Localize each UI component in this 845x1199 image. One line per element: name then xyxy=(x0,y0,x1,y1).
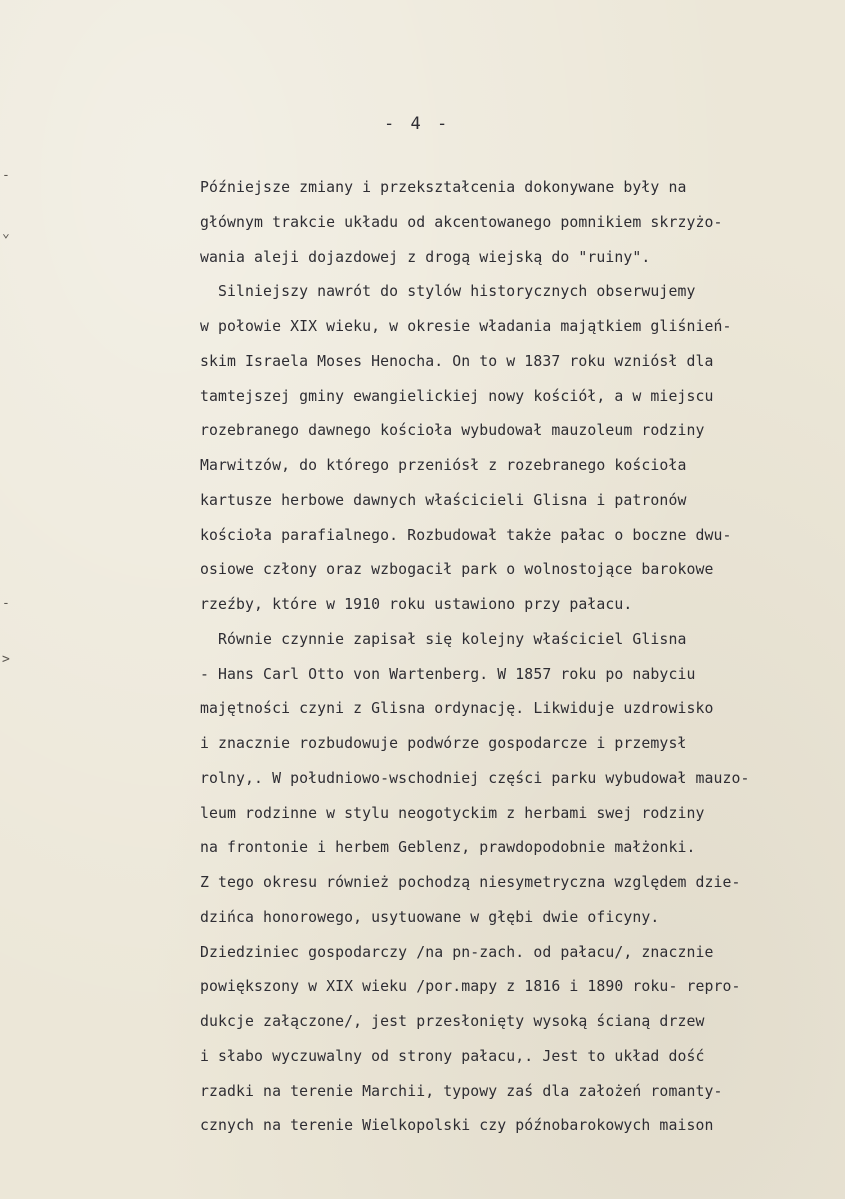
text-line: - Hans Carl Otto von Wartenberg. W 1857 roku po nabyciu xyxy=(200,665,696,683)
text-line: dukcje załączone/, jest przesłonięty wysoką ścianą drzew xyxy=(200,1013,705,1030)
margin-mark-4: > xyxy=(2,652,10,667)
text-line: w połowie XIX wieku, w okresie władania majątkiem gliśnień- xyxy=(200,318,732,335)
text-line: rolny,. W południowo-wschodniej części parku wybudował mauzo- xyxy=(200,769,750,787)
body-text xyxy=(200,171,820,1144)
margin-mark-2: ⌄ xyxy=(2,226,10,241)
text-line: Silniejszy nawrót do stylów historycznych obserwujemy xyxy=(200,283,696,301)
text-line: Dziedziniec gospodarczy /na pn-zach. od pałacu/, znacznie xyxy=(200,943,714,961)
text-line: Marwitzów, do którego przeniósł z rozebranego kościoła xyxy=(200,457,687,474)
text-line: cznych na terenie Wielkopolski czy późnobarokowych maison xyxy=(200,1117,714,1135)
text-line: i słabo wyczuwalny od strony pałacu,. Jest to układ dość xyxy=(200,1047,705,1065)
text-line: kartusze herbowe dawnych właścicieli Glisna i patronów xyxy=(200,491,687,509)
text-line: majętności czyni z Glisna ordynację. Likwiduje uzdrowisko xyxy=(200,700,714,718)
text-line: głównym trakcie układu od akcentowanego pomnikiem skrzyżo- xyxy=(200,213,723,231)
margin-mark-1: - xyxy=(2,168,10,183)
margin-mark-3: - xyxy=(2,596,10,611)
text-line: dzińca honorowego, usytuowane w głębi dwie oficyny. xyxy=(200,908,660,926)
text-line: rzeźby, które w 1910 roku ustawiono przy pałacu. xyxy=(200,596,633,613)
text-line: kościoła parafialnego. Rozbudował także pałac o boczne dwu- xyxy=(200,526,732,544)
text-line: rzadki na terenie Marchii, typowy zaś dla założeń romanty- xyxy=(200,1082,723,1100)
text-line: powiększony w XIX wieku /por.mapy z 1816 i 1890 roku- repro- xyxy=(200,978,741,996)
text-line: na frontonie i herbem Geblenz, prawdopodobnie małżonki. xyxy=(200,839,696,857)
text-line: skim Israela Moses Henocha. On to w 1837 roku wzniósł dla xyxy=(200,352,714,370)
text-line: Z tego okresu również pochodzą niesymetryczna względem dzie- xyxy=(200,874,741,891)
text-line: leum rodzinne w stylu neogotyckim z herbami swej rodziny xyxy=(200,804,705,822)
text-line: Późniejsze zmiany i przekształcenia dokonywane były na xyxy=(200,179,687,196)
text-line: wania aleji dojazdowej z drogą wiejską do "ruiny". xyxy=(200,248,651,266)
page-number: - 4 - xyxy=(384,114,451,134)
text-line: rozebranego dawnego kościoła wybudował mauzoleum rodziny xyxy=(200,422,705,440)
text-line: i znacznie rozbudowuje podwórze gospodarcze i przemysł xyxy=(200,735,687,752)
text-line: osiowe człony oraz wzbogacił park o wolnostojące barokowe xyxy=(200,561,714,579)
text-line: Równie czynnie zapisał się kolejny właściciel Glisna xyxy=(200,630,687,648)
text-line: tamtejszej gminy ewangielickiej nowy kościół, a w miejscu xyxy=(200,387,714,405)
